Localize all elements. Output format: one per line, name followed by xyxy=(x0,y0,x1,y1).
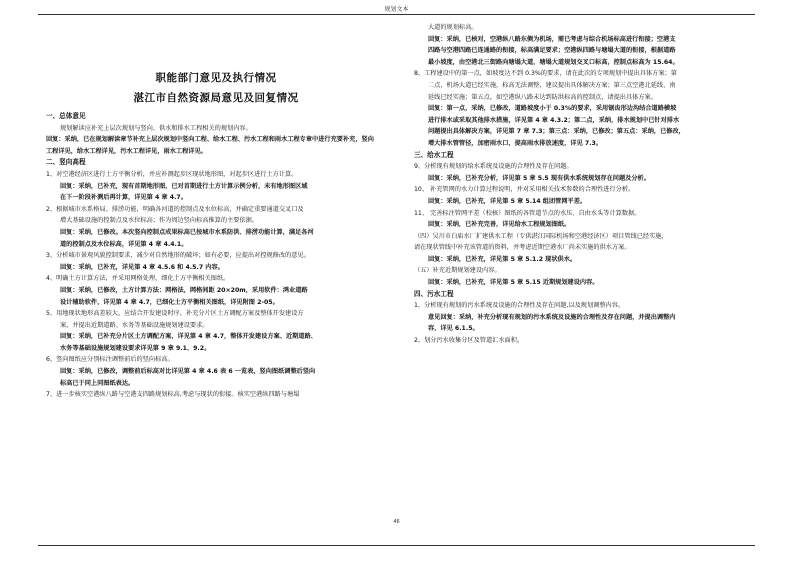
reply-line: 容，详见 6.1.5。 xyxy=(428,325,479,333)
reply-line: 工程详见，给水工程详见，污水工程详见，雨水工程详见。 xyxy=(46,147,207,155)
text-line: 6、竖向图纸应分别标注调整前后的竖向标高。 xyxy=(46,356,174,364)
reply-line: 回复：采纳，已补充，详见第 5 章 5.15 近期规划建设内容。 xyxy=(428,279,599,287)
text-line: 2、根据城市水系格局、排涝功能，明确各河道的控制点及水位标高，并确定重要通道交叉口及 xyxy=(46,205,304,213)
section-heading: 一、总体意见 xyxy=(46,112,86,120)
document-title: 职能部门意见及执行情况 xyxy=(155,72,277,84)
text-line: 8、工程建设中的第一点，如坡度达不到 0.3%的要求，请在此次的专项规划中提出具体方案；第 xyxy=(414,70,677,78)
right-column xyxy=(414,22,752,347)
reply-line: 增大排水管管径，加密雨水口，提高雨水排放速度，详见 7.3。 xyxy=(428,139,602,147)
reply-line: 回复：采纳，已补充，详见第 5 章 5.14 组团管网平差。 xyxy=(428,197,587,205)
reply-line: 标高已于同上同图纸表达。 xyxy=(60,379,135,387)
header-rule xyxy=(38,14,755,15)
page-number: 46 xyxy=(393,519,400,525)
section-heading: 三、给水工程 xyxy=(414,150,454,159)
reply-line: 回复：采纳，已核对，空港纵八路东侧为机场，需已考虑与综合机场标高进行衔接；空港支 xyxy=(428,35,676,43)
reply-line: 回复：采纳，已修改。本次竖向控制点成果标高已按城市水系防洪、排涝功能计算，满足各河 xyxy=(60,228,314,236)
text-line: 9、分析现有规划的给水系统及设施的合理性及存在问题。 xyxy=(414,163,573,171)
text-line: （五）补充近期规划建设内容。 xyxy=(414,267,501,275)
reply-line: 回复：采纳，已补充，现有首期地形图，已对首期进行土方计算示例分析，未有地形图区域 xyxy=(60,182,308,190)
reply-line: 回复：采纳，已补充分析，详见第 5 章 5.5 现有供水系统规划存在问题及分析。 xyxy=(428,174,650,182)
text-line: 11、 完善标注管网平差（校核）图纸的各管道节点的水压、自由水头等计算数据。 xyxy=(414,209,641,217)
reply-line: 水务等基础设施规划建设要求详见第 9 章 9.1、9.2。 xyxy=(60,344,211,352)
reply-line: 回复：采纳，已补充，详见第 4 章 4.5.6 和 4.5.7 内容。 xyxy=(60,263,224,271)
reply-line: 四路与空港四路已连通路的衔接，标高满足要求；空港纵四路与塘塌大道的衔接，根据道路 xyxy=(428,47,676,55)
left-column xyxy=(46,68,386,401)
reply-line: 问题提出具体解决方案，详见第 7 章 7.3；第三点：采纳，已修改；第五点：采纳，已修改， xyxy=(428,128,685,136)
text-line: 4、明确土方计算方法，并采用网格处理，细化土方平衡相关图纸。 xyxy=(46,275,230,283)
reply-line: 回复：采纳，已修改，调整前后标高对比详见第 4 章 4.6 表 6 一览表，竖向图纸调整后竖向 xyxy=(60,368,316,376)
text-line: （四）吴川市白庙水厂扩建供水工程（专供湛江国际机场和空港经济区）项目管线已经实施， xyxy=(414,232,668,240)
text-line: 2、划分污水收集分区及管道汇水面积。 xyxy=(414,337,524,345)
footer-rule xyxy=(38,545,755,546)
page-header-text: 规划文本 xyxy=(384,6,409,13)
text-line: 规划解读应补充上层次规划与竖向、供水和排水工程相关的规划内容。 xyxy=(60,124,252,132)
text-line: 10、 补充管网的水力计算过程说明，并对采用相关技术参数的合理性进行分析。 xyxy=(414,186,635,194)
text-line: 请在现状管线中补充该管道的资料，并考虑近期空港水厂尚未实施的供水方案。 xyxy=(414,244,631,252)
document-subtitle: 湛江市自然资源局意见及回复情况 xyxy=(133,92,299,104)
reply-line: 在下一阶段补测后再计算，详见第 4 章 4.7。 xyxy=(60,194,187,202)
reply-line: 回复：采纳，已补充分片区土方调配方案，详见第 4 章 4.7，整体开发建设方案、近期道路、 xyxy=(60,333,317,341)
text-line: 5、用地现状地形高差较大，应结合开发建设时序，补充分片区土方调配方案及整体开发建设方 xyxy=(46,310,304,318)
text-line: 3、分析城市景观风貌控制要求，减少对自然地形的破坏；如有必要，应提出对控规修改的意见。 xyxy=(46,252,310,260)
text-line: 增大基础设施的控制点及水位标高；作为周边竖向标高推算的主要依据。 xyxy=(60,217,258,225)
reply-line: 回复：采纳，已在规划解读章节补充上层次规划中竖向工程、给水工程、污水工程和雨水工程专章中进行充要补充，竖向 xyxy=(46,136,374,144)
reply-line: 设计辅助软件，详见第 4 章 4.7，已细化土方平衡相关图纸，详见附图 2-05。 xyxy=(60,298,279,306)
reply-line: 进行排水或采取其他排水措施，详见第 4 章 4.3.2；第二点，采纳，排水规划中已针对排水 xyxy=(428,116,680,124)
text-line: 1、分析现有规划的污水系统及设施的合理性及存在问题,以及规划调整内容。 xyxy=(414,302,625,310)
reply-line: 道的控制点及水位标高，详见第 4 章 4.4.1。 xyxy=(60,240,188,248)
text-line: 大道的规划标高。 xyxy=(428,24,478,31)
text-line: 案，并提出近期道路、水务等基础设施规划建设要求。 xyxy=(60,321,209,329)
reply-line: 回复：第一点，采纳，已修改，道路坡度小于 0.3%的要求，采用锯齿形边沟结合道路横坡 xyxy=(428,105,677,113)
reply-line: 最小坡度，由空港北三街路向塘塌大道，塘塌大道规划交叉口标高，控制点标高为 15.64。 xyxy=(428,58,679,66)
section-heading: 二、竖向高程 xyxy=(46,158,86,167)
text-line: 7、进一步核实空港纵八路与空港支四路规划标高,考虑与现状的衔接。核实空港纵四路与塘塌 xyxy=(46,391,300,399)
reply-line: 回复：采纳，已修改，土方计算方法：网格法，网格间距 20×20m，采用软件：鸿业道路 xyxy=(60,286,308,294)
section-heading: 四、污水工程 xyxy=(414,289,454,298)
reply-line: 回复：采纳，已补充完善，详见给水工程规划图纸。 xyxy=(428,221,571,229)
text-line: 二点，机场大道已经实施，标高无法调整，建议提出具体解决方案；第三点空港北延线、南 xyxy=(428,81,676,89)
reply-line: 回复：采纳，已补充，详见第 5 章 5.1.2 现状供水。 xyxy=(428,255,577,263)
reply-line: 意见回复：采纳，补充分析现有规划的污水系统及设施的合理性及存在问题，并提出调整内 xyxy=(428,313,676,321)
text-line: 1、对空港经济区进行土方平衡分析，并应补测起步区现状地形图，对起步区进行土方计算。 xyxy=(46,170,298,178)
text-line: 延线已经实施；第五点，如空港纵八路未达到防洪标高的控制点，请提出具体方案。 xyxy=(428,93,657,101)
